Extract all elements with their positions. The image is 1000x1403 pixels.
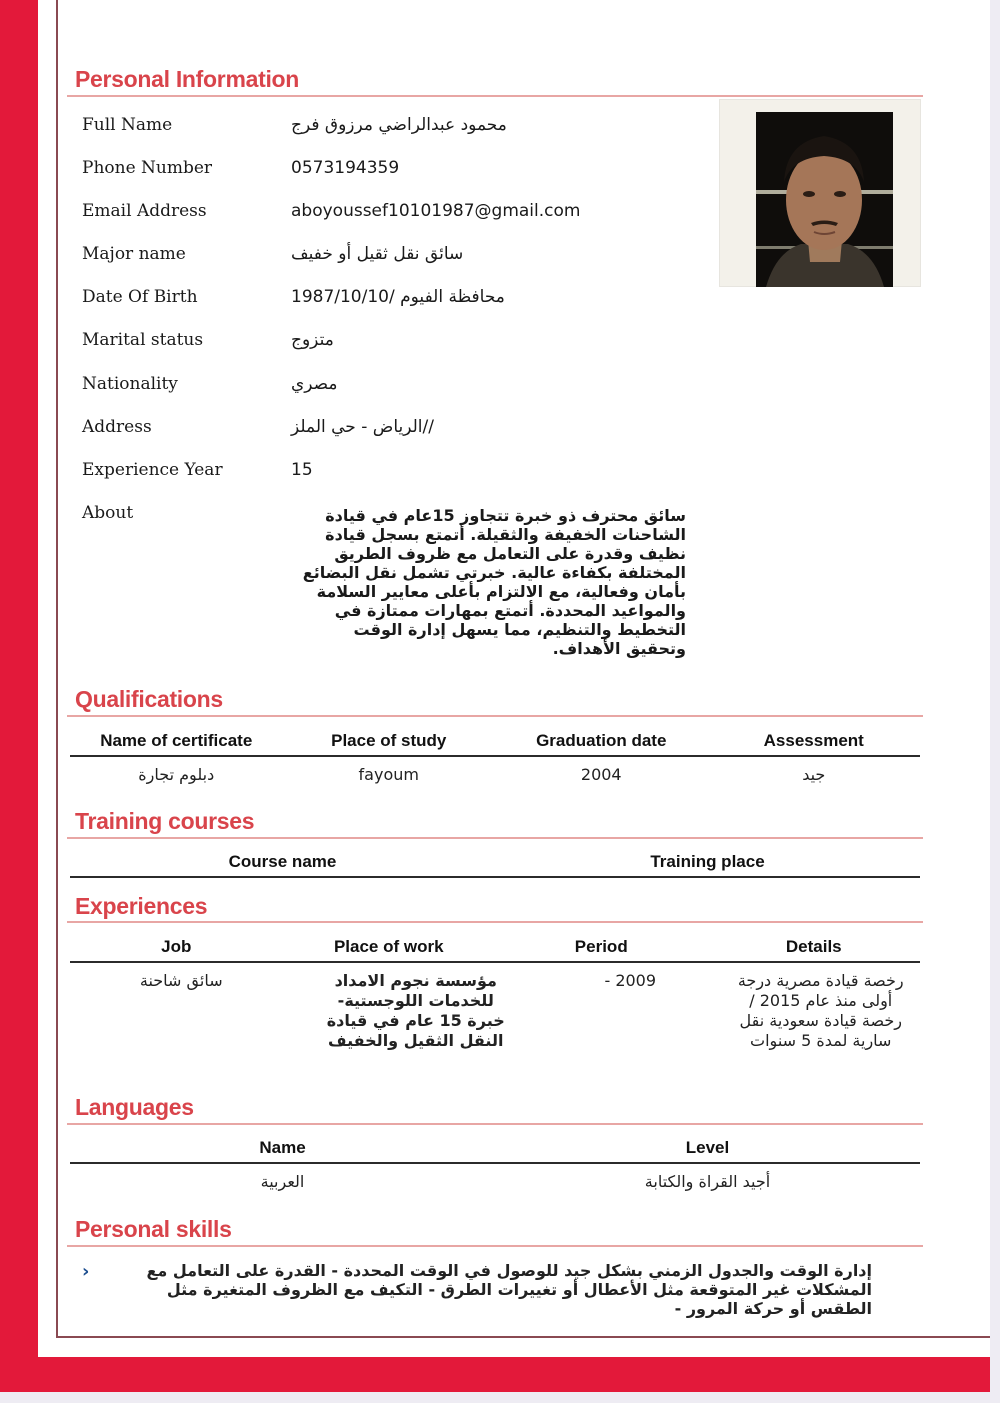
skill-item: إدارة الوقت والجدول الزمني بشكل جيد للوصول في الوقت المحددة - القدرة على التعامل مع المشكلات غير المتوقعة مثل الأعطال أو تغييرات الطرق - التكيف مع الظروف المتغيرة مثل الطقس أو حركة المرور - [146, 1261, 872, 1318]
label-dob: Date Of Birth [82, 287, 198, 307]
label-experience-year: Experience Year [82, 460, 223, 480]
section-title-experiences: Experiences [75, 893, 208, 919]
section-rule [67, 715, 923, 717]
label-about: About [82, 503, 134, 523]
person-portrait-icon [756, 112, 893, 287]
cell-assessment: جيد [802, 765, 826, 784]
table-header [70, 727, 920, 757]
section-title-qualifications: Qualifications [75, 686, 223, 712]
label-phone: Phone Number [82, 158, 213, 178]
label-nationality: Nationality [82, 374, 178, 394]
training-table [70, 848, 920, 878]
bottom-margin [0, 1392, 1000, 1403]
header-details: Details [785, 937, 842, 956]
label-full-name: Full Name [82, 115, 173, 135]
value-email: aboyoussef10101987@gmail.com [291, 201, 581, 221]
bottom-red-border [0, 1357, 990, 1392]
table-row [70, 1164, 920, 1192]
label-marital: Marital status [82, 330, 204, 350]
cell-place-of-work: مؤسسة نجوم الامداد للخدمات اللوجستية- خبرة 15 عام في قيادة النقل الثقيل والخفيف [326, 971, 505, 1050]
section-rule [67, 1123, 923, 1125]
languages-table [70, 1134, 920, 1192]
photo-frame [719, 99, 921, 287]
table-header [70, 933, 920, 963]
cell-period: - 2009 [604, 971, 657, 990]
table-header [70, 848, 920, 878]
cell-certificate: دبلوم تجارة [138, 765, 215, 784]
cell-graduation-date: 2004 [580, 765, 622, 784]
section-title-languages: Languages [75, 1094, 194, 1120]
header-period: Period [574, 937, 628, 956]
cell-place-of-study: fayoum [358, 765, 419, 784]
section-rule [67, 921, 923, 923]
table-row [70, 963, 920, 1051]
chevron-right-icon: › [82, 1261, 90, 1282]
header-language-name: Name [259, 1138, 306, 1157]
label-major: Major name [82, 244, 186, 264]
section-title-skills: Personal skills [75, 1216, 232, 1242]
section-rule [67, 837, 923, 839]
cell-language-name: العربية [260, 1172, 305, 1191]
section-title-training: Training courses [75, 808, 255, 834]
value-nationality: مصري [291, 374, 338, 394]
header-place-of-study: Place of study [331, 731, 447, 750]
header-assessment: Assessment [763, 731, 864, 750]
right-margin [990, 0, 1000, 1403]
value-address: الرياض - حي الملز// [291, 417, 434, 437]
value-major: سائق نقل ثقيل أو خفيف [291, 244, 464, 264]
cell-job: سائق شاحنة [139, 971, 223, 990]
header-place-of-work: Place of work [333, 937, 444, 956]
left-red-border [0, 0, 38, 1392]
value-about: سائق محترف ذو خبرة تتجاوز 15عام في قيادة الشاحنات الخفيفة والثقيلة. أتمتع بسجل قيادة نظيف وقدرة على التعامل مع ظروف الطريق المختلفة بكفاءة عالية. خبرتي تشمل نقل البضائع بأمان وفعالية، مع الالتزام بأعلى معايير السلامة والمواعيد المحددة. أتمتع بمهارات ممتازة في التخطيط والتنظيم، مما يسهل إدارة الوقت وتحقيق الأهداف. [302, 506, 686, 658]
qualifications-table [70, 727, 920, 785]
value-experience-year: 15 [291, 460, 313, 480]
value-marital: متزوج [291, 330, 334, 350]
experiences-table [70, 933, 920, 1051]
value-full-name: محمود عبدالراضي مرزوق فرج [291, 115, 507, 135]
table-header [70, 1134, 920, 1164]
header-certificate: Name of certificate [100, 731, 253, 750]
cell-language-level: أجيد القراة والكتابة [644, 1172, 771, 1191]
header-course-name: Course name [228, 852, 337, 871]
value-dob: 1987/10/10/ محافظة الفيوم [291, 287, 505, 307]
label-email: Email Address [82, 201, 207, 221]
value-phone: 0573194359 [291, 158, 400, 178]
label-address: Address [82, 417, 152, 437]
section-rule [67, 1245, 923, 1247]
table-row [70, 757, 920, 785]
header-training-place: Training place [650, 852, 765, 871]
header-graduation-date: Graduation date [536, 731, 667, 750]
section-title-personal: Personal Information [75, 66, 300, 92]
profile-photo [756, 112, 893, 287]
header-job: Job [161, 937, 192, 956]
cell-details: رخصة قيادة مصرية درجة أولى منذ عام 2015 / رخصة قيادة سعودية نقل سارية لمدة 5 سنوات [737, 971, 904, 1050]
section-rule [67, 95, 923, 97]
header-language-level: Level [685, 1138, 730, 1157]
